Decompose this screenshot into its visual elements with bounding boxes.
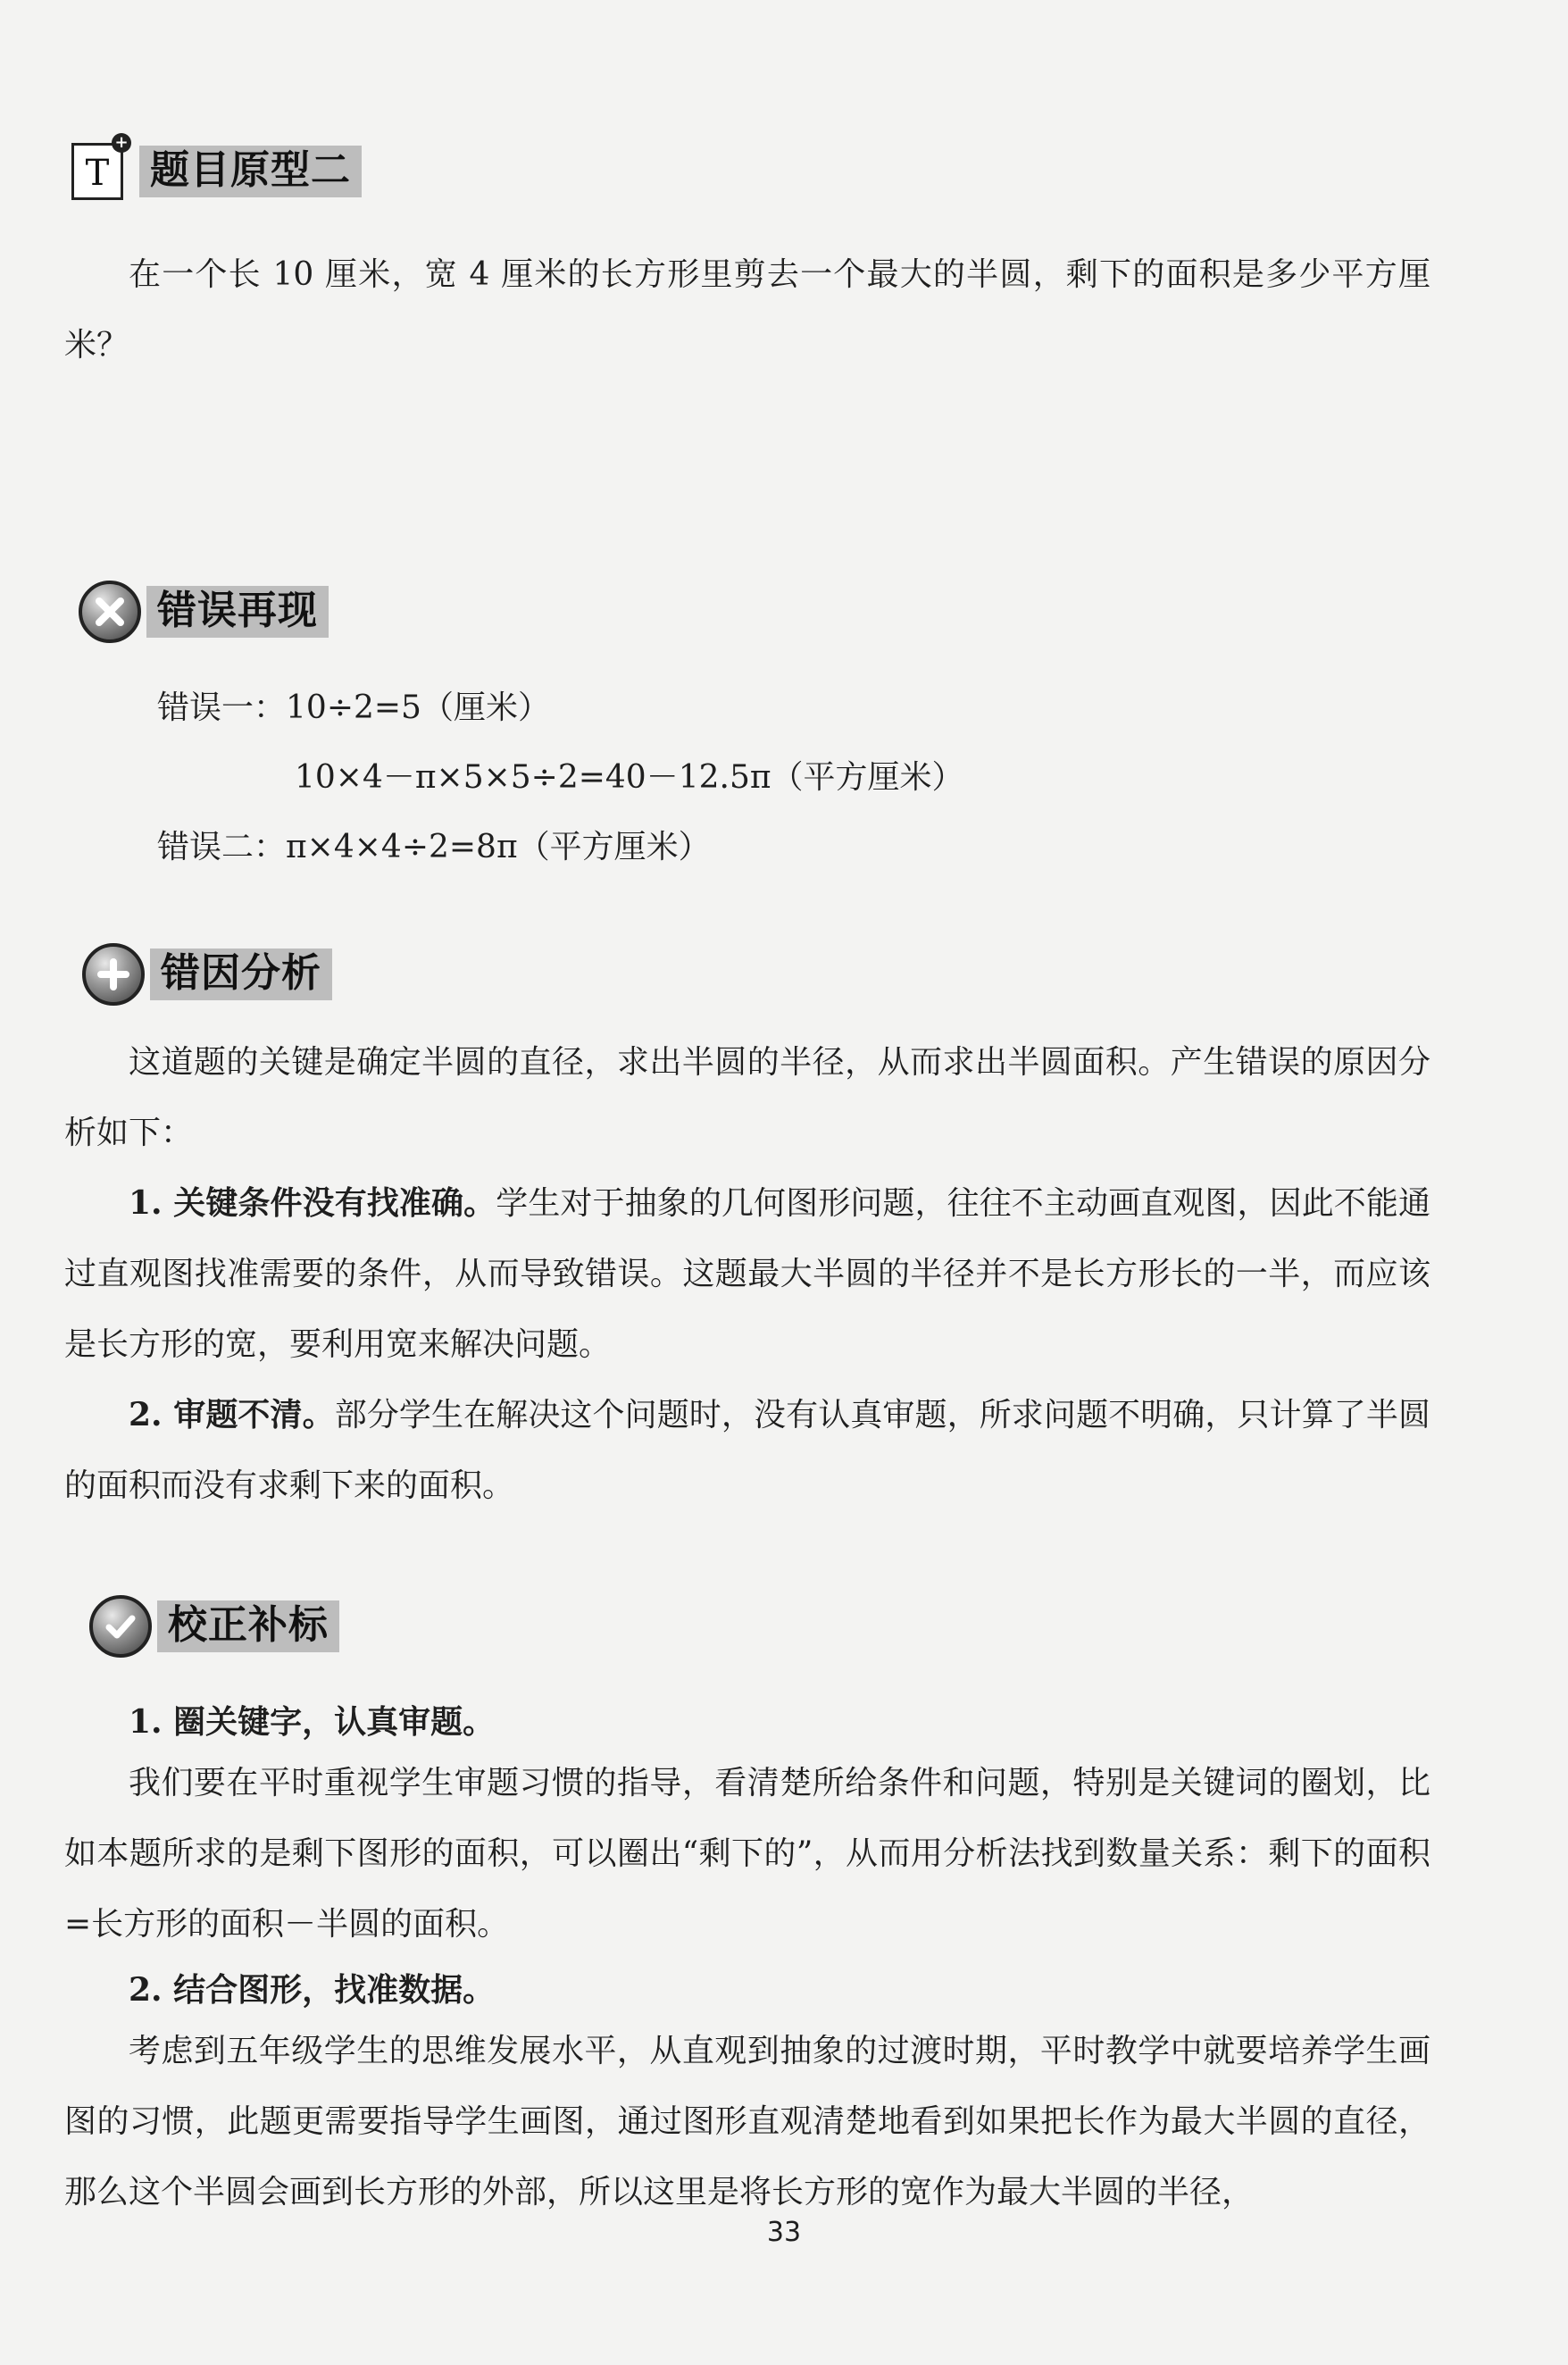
analysis-intro: 这道题的关键是确定半圆的直径，求出半圆的半径，从而求出半圆面积。产生错误的原因分析如下：: [64, 1044, 1430, 1151]
checkmark-icon: [89, 1595, 152, 1658]
error-two-step: π×4×4÷2=8π（平方厘米）: [286, 829, 711, 865]
correction-point-2-title: 2. 结合图形，找准数据。: [129, 1971, 496, 2009]
section-title: 题目原型二: [139, 146, 362, 197]
section-header-problem: [71, 133, 362, 200]
correction-point-1-text: 我们要在平时重视学生审题习惯的指导，看清楚所给条件和问题，特别是关键词的圈划，比如本题所求的是剩下图形的面积，可以圈出“剩下的”，从而用分析法找到数量关系：剩下的面积=长方形的面积－半圆的面积。: [64, 1765, 1430, 1943]
error-two-row: [157, 822, 711, 867]
section-title: 错误再现: [146, 586, 329, 638]
error-one-row: [157, 682, 550, 728]
error-one-label: 错误一：: [157, 689, 287, 726]
section-title: 校正补标: [157, 1600, 339, 1652]
analysis-point-2-text: 部分学生在解决这个问题时，没有认真审题，所求问题不明确，只计算了半圆的面积而没有求剩下来的面积。: [64, 1397, 1430, 1504]
analysis-point-1-title: 1. 关键条件没有找准确。: [129, 1184, 496, 1222]
icon-letter: T: [85, 153, 110, 194]
error-x-icon: [79, 581, 141, 643]
section-header-correction: [89, 1595, 339, 1658]
error-two-label: 错误二：: [157, 829, 287, 865]
page-number: 33: [766, 2217, 802, 2248]
analysis-point-1-text: 学生对于抽象的几何图形问题，往往不主动画直观图，因此不能通过直观图找准需要的条件，从而导致错误。这题最大半圆的半径并不是长方形长的一半，而应该是长方形的宽，要利用宽来解决问题。: [64, 1185, 1430, 1363]
analysis-point-2: [64, 1380, 1430, 1521]
problem-text: 在一个长 10 厘米，宽 4 厘米的长方形里剪去一个最大的半圆，剩下的面积是多少平方厘米？: [64, 256, 1430, 364]
section-title: 错因分析: [150, 949, 332, 1000]
correction-point-1-title: 1. 圈关键字，认真审题。: [129, 1703, 496, 1741]
analysis-point-1: [64, 1168, 1430, 1380]
plus-badge-icon: +: [112, 133, 131, 153]
error-one-step1: 10÷2=5（厘米）: [286, 689, 550, 726]
error-one-step2: 10×4－π×5×5÷2=40－12.5π（平方厘米）: [295, 759, 964, 796]
text-type-icon: [71, 133, 129, 200]
section-header-errors: [79, 581, 329, 643]
section-header-analysis: [82, 943, 332, 1006]
plus-circle-icon: [82, 943, 145, 1006]
analysis-point-2-title: 2. 审题不清。: [129, 1396, 335, 1433]
correction-point-2-text: 考虑到五年级学生的思维发展水平，从直观到抽象的过渡时期，平时教学中就要培养学生画图的习惯，此题更需要指导学生画图，通过图形直观清楚地看到如果把长作为最大半圆的直径，那么这个半圆会画到长方形的外部，所以这里是将长方形的宽作为最大半圆的半径，: [64, 2033, 1430, 2210]
